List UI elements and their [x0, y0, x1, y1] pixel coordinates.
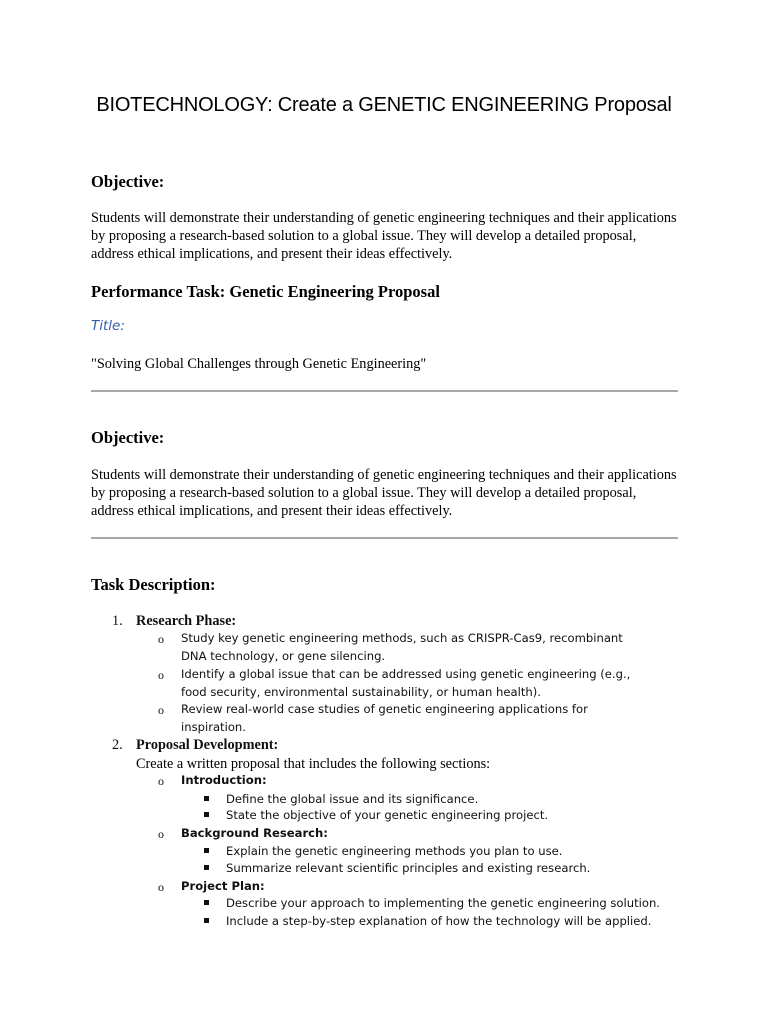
section-label: Introduction: [181, 773, 267, 787]
title-label: Title: [91, 318, 125, 334]
performance-task-heading: Performance Task: Genetic Engineering Proposal [91, 282, 440, 301]
list-item: Include a step-by-step explanation of how the technology will be applied. [226, 914, 652, 928]
step-title: Proposal Development: [136, 737, 279, 753]
square-bullet-icon [204, 848, 209, 853]
circle-bullet-icon: o [158, 880, 164, 894]
list-item: State the objective of your genetic engineering project. [226, 808, 549, 822]
square-bullet-icon [204, 900, 209, 905]
list-item: Identify a global issue that can be addressed using genetic engineering (e.g., food security, environmental sustainability, or human health). [181, 667, 631, 699]
step-title: Research Phase: [136, 613, 237, 629]
document-title: BIOTECHNOLOGY: Create a GENETIC ENGINEERING Proposal [96, 94, 672, 116]
square-bullet-icon [204, 918, 209, 923]
square-bullet-icon [204, 865, 209, 870]
circle-bullet-icon: o [158, 632, 164, 646]
step-number: 2. [112, 737, 123, 753]
step-number: 1. [112, 613, 123, 629]
list-item: Summarize relevant scientific principles and existing research. [226, 861, 591, 875]
circle-bullet-icon: o [158, 703, 164, 717]
circle-bullet-icon: o [158, 774, 164, 788]
section-label: Background Research: [181, 826, 328, 840]
circle-bullet-icon: o [158, 668, 164, 682]
square-bullet-icon [204, 796, 209, 801]
objective-text: Students will demonstrate their understanding of genetic engineering techniques and their applications by proposing a research-based solution to a global issue. They will develop a detailed proposal, address ethical implications, and present their ideas effectively. [91, 210, 677, 262]
section-label: Project Plan: [181, 879, 265, 893]
list-item: Describe your approach to implementing the genetic engineering solution. [226, 896, 660, 910]
circle-bullet-icon: o [158, 827, 164, 841]
objective-heading-repeat: Objective: [91, 428, 165, 447]
horizontal-rule [91, 537, 678, 539]
objective-text-repeat: Students will demonstrate their understanding of genetic engineering techniques and their applications by proposing a research-based solution to a global issue. They will develop a detailed proposal, address ethical implications, and present their ideas effectively. [91, 467, 677, 519]
proposal-title: "Solving Global Challenges through Genetic Engineering" [91, 356, 427, 372]
list-item: Define the global issue and its significance. [226, 792, 479, 806]
list-item: Study key genetic engineering methods, such as CRISPR-Cas9, recombinant DNA technology, or gene silencing. [181, 631, 623, 663]
list-item: Review real-world case studies of genetic engineering applications for inspiration. [181, 702, 588, 734]
list-item: Explain the genetic engineering methods you plan to use. [226, 844, 563, 858]
square-bullet-icon [204, 812, 209, 817]
horizontal-rule [91, 390, 678, 392]
step-intro: Create a written proposal that includes the following sections: [136, 756, 491, 772]
task-description-heading: Task Description: [91, 575, 216, 594]
objective-heading: Objective: [91, 172, 165, 191]
